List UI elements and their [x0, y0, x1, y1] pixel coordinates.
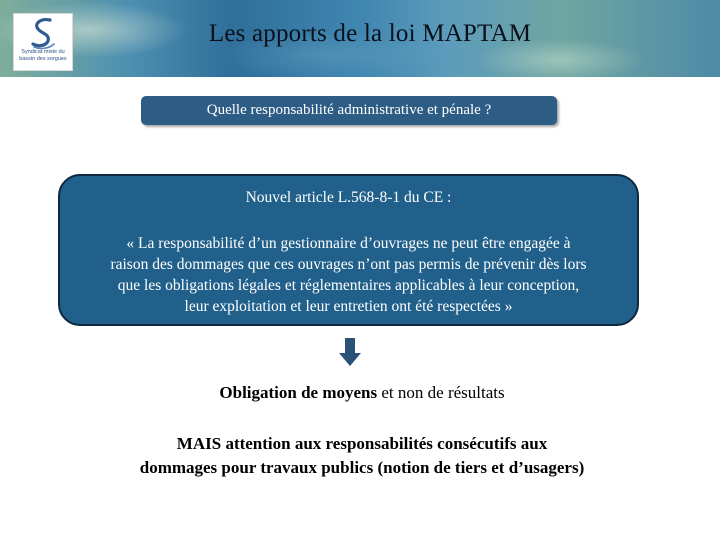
- article-box: [58, 174, 639, 326]
- logo-text: [16, 49, 70, 63]
- mais-line1: MAIS attention aux responsabilités consécutifs aux: [176, 434, 548, 453]
- obligation-rest: et non de résultats: [377, 383, 505, 402]
- header-banner: [0, 0, 720, 77]
- obligation-bold: Obligation de moyens: [219, 383, 378, 402]
- quote-line: leur exploitation et leur entretien ont été respectées »: [184, 298, 513, 315]
- logo-text-line2: bassin des sorgues: [19, 56, 67, 62]
- logo-text-line1: Syndicat mixte du: [21, 49, 65, 55]
- quote-line: raison des dommages que ces ouvrages n’ont pas permis de prévenir dès lors: [110, 256, 587, 273]
- question-box: Quelle responsabilité administrative et pénale ?: [141, 96, 557, 125]
- article-title: Nouvel article L.568-8-1 du CE :: [245, 189, 452, 206]
- down-arrow-icon: [339, 338, 361, 368]
- article-quote: [68, 233, 629, 317]
- mais-line2: dommages pour travaux publics (notion de tiers et d’usagers): [139, 458, 585, 477]
- quote-line: « La responsabilité d’un gestionnaire d’ouvrages ne peut être engagée à: [126, 235, 571, 252]
- quote-line: que les obligations légales et réglementaires applicables à leur conception,: [117, 277, 580, 294]
- page-title: Les apports de la loi MAPTAM: [208, 20, 532, 47]
- obligation-text: [0, 383, 720, 403]
- mais-text: [0, 432, 720, 480]
